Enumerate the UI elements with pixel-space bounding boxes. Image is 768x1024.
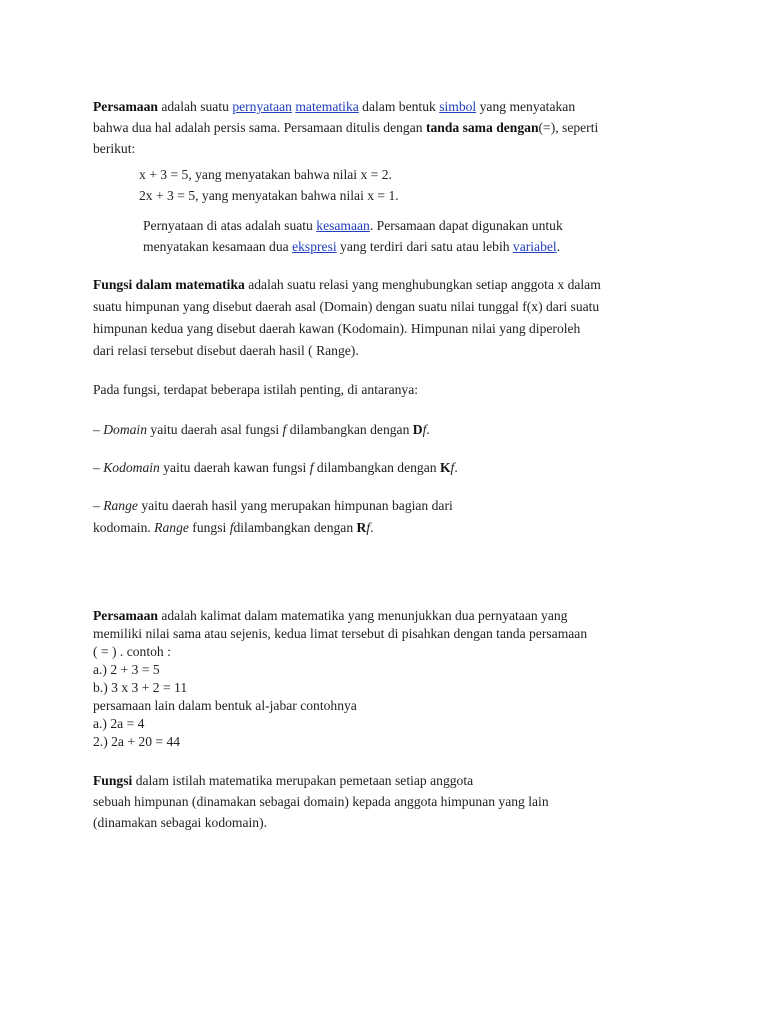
text-run: adalah kalimat dalam matematika yang menunjukkan dua pernyataan yang <box>157 608 568 623</box>
paragraph-line <box>93 770 683 791</box>
text-run: (=), seperti <box>538 120 599 135</box>
text-run: kodomain. <box>93 520 155 535</box>
text-run: dilambangkan dengan <box>286 422 413 437</box>
text-run: yaitu daerah hasil yang merupakan himpunan bagian dari <box>137 498 453 513</box>
paragraph-line <box>93 517 683 539</box>
paragraph-line: persamaan lain dalam bentuk al-jabar contohnya <box>93 698 357 713</box>
text-run: yaitu daerah asal fungsi <box>147 422 283 437</box>
link-matematika[interactable]: matematika <box>295 99 359 114</box>
term-range: Range <box>103 498 138 513</box>
paragraph-line <box>93 419 683 440</box>
text-run: . <box>426 422 430 437</box>
persamaan-second-paragraph <box>93 607 683 751</box>
dash: – <box>93 422 104 437</box>
paragraph-line: suatu himpunan yang disebut daerah asal (Domain) dengan suatu nilai tunggal f(x) dari suatu <box>93 299 600 314</box>
paragraph-line <box>93 495 683 517</box>
symbol-f: f <box>450 460 455 475</box>
text-run: bahwa dua hal adalah persis sama. Persamaan ditulis dengan <box>93 120 426 135</box>
paragraph-line: dari relasi tersebut disebut daerah hasil ( Range). <box>93 343 359 358</box>
fungsi-second-paragraph <box>93 770 683 833</box>
example-line: b.) 3 x 3 + 2 = 11 <box>93 680 188 695</box>
text-run: fungsi <box>188 520 230 535</box>
paragraph-line <box>93 274 683 296</box>
equation-examples <box>139 164 729 206</box>
symbol-k: K <box>439 460 451 475</box>
text-run: dilambangkan dengan <box>233 520 357 535</box>
term-range: Range <box>154 520 189 535</box>
link-kesamaan[interactable]: kesamaan <box>316 218 370 233</box>
text-run: . <box>556 239 561 254</box>
symbol-f: f <box>366 520 371 535</box>
symbol-f: f <box>229 520 234 535</box>
istilah-kodomain <box>93 457 683 478</box>
text-run: adalah suatu relasi yang menghubungkan setiap anggota x dalam <box>244 277 601 292</box>
paragraph-line: berikut: <box>93 141 136 156</box>
term-fungsi-dalam-matematika: Fungsi dalam matematika <box>93 277 245 292</box>
term-fungsi: Fungsi <box>93 773 133 788</box>
link-pernyataan[interactable]: pernyataan <box>232 99 292 114</box>
term-kodomain: Kodomain <box>103 460 160 475</box>
paragraph-line <box>93 117 683 138</box>
text-run: dilambangkan dengan <box>313 460 440 475</box>
example-line: a.) 2 + 3 = 5 <box>93 662 160 677</box>
text-run: adalah suatu <box>157 99 233 114</box>
example-line: 2.) 2a + 20 = 44 <box>93 734 181 749</box>
paragraph-line: Pada fungsi, terdapat beberapa istilah penting, di antaranya: <box>93 382 419 397</box>
example-line: a.) 2a = 4 <box>93 716 145 731</box>
text-run: yang terdiri dari satu atau lebih <box>336 239 513 254</box>
paragraph-line: himpunan kedua yang disebut daerah kawan (Kodomain). Himpunan nilai yang diperoleh <box>93 321 581 336</box>
symbol-f: f <box>309 460 314 475</box>
term-domain: Domain <box>103 422 148 437</box>
paragraph-line <box>143 215 733 236</box>
symbol-f: f <box>282 422 287 437</box>
text-run: menyatakan kesamaan dua <box>143 239 293 254</box>
paragraph-line: memiliki nilai sama atau sejenis, kedua limat tersebut di pisahkan dengan tanda persamaan <box>93 626 588 641</box>
link-ekspresi[interactable]: ekspresi <box>292 239 337 254</box>
link-variabel[interactable]: variabel <box>512 239 557 254</box>
istilah-domain <box>93 419 683 440</box>
paragraph-line <box>93 96 683 117</box>
text-run: . Persamaan dapat digunakan untuk <box>369 218 563 233</box>
text-run: Pernyataan di atas adalah suatu <box>143 218 317 233</box>
symbol-d: D <box>412 422 423 437</box>
term-persamaan: Persamaan <box>93 99 158 114</box>
equation-note-paragraph <box>143 215 733 257</box>
paragraph-line <box>143 236 733 257</box>
symbol-f: f <box>422 422 427 437</box>
term-tanda-sama-dengan: tanda sama dengan <box>425 120 539 135</box>
istilah-range <box>93 495 683 539</box>
paragraph-line <box>93 457 683 478</box>
persamaan-definition-paragraph <box>93 96 683 159</box>
dash: – <box>93 498 104 513</box>
dash: – <box>93 460 104 475</box>
istilah-intro <box>93 379 683 400</box>
text-run: . <box>370 520 374 535</box>
text-run: . <box>454 460 458 475</box>
paragraph-line: ( = ) . contoh : <box>93 644 171 659</box>
text-run: dalam istilah matematika merupakan pemetaan setiap anggota <box>132 773 474 788</box>
link-simbol[interactable]: simbol <box>439 99 477 114</box>
text-run: yang menyatakan <box>476 99 576 114</box>
fungsi-definition-paragraph <box>93 274 683 362</box>
paragraph-line <box>93 607 683 625</box>
term-persamaan: Persamaan <box>93 608 158 623</box>
equation-line: x + 3 = 5, yang menyatakan bahwa nilai x = 2. <box>139 167 392 182</box>
paragraph-line: (dinamakan sebagai kodomain). <box>93 815 268 830</box>
symbol-r: R <box>356 520 367 535</box>
paragraph-line: sebuah himpunan (dinamakan sebagai domain) kepada anggota himpunan yang lain <box>93 794 549 809</box>
equation-line: 2x + 3 = 5, yang menyatakan bahwa nilai x = 1. <box>139 188 399 203</box>
text-run: dalam bentuk <box>358 99 440 114</box>
text-run: yaitu daerah kawan fungsi <box>159 460 310 475</box>
